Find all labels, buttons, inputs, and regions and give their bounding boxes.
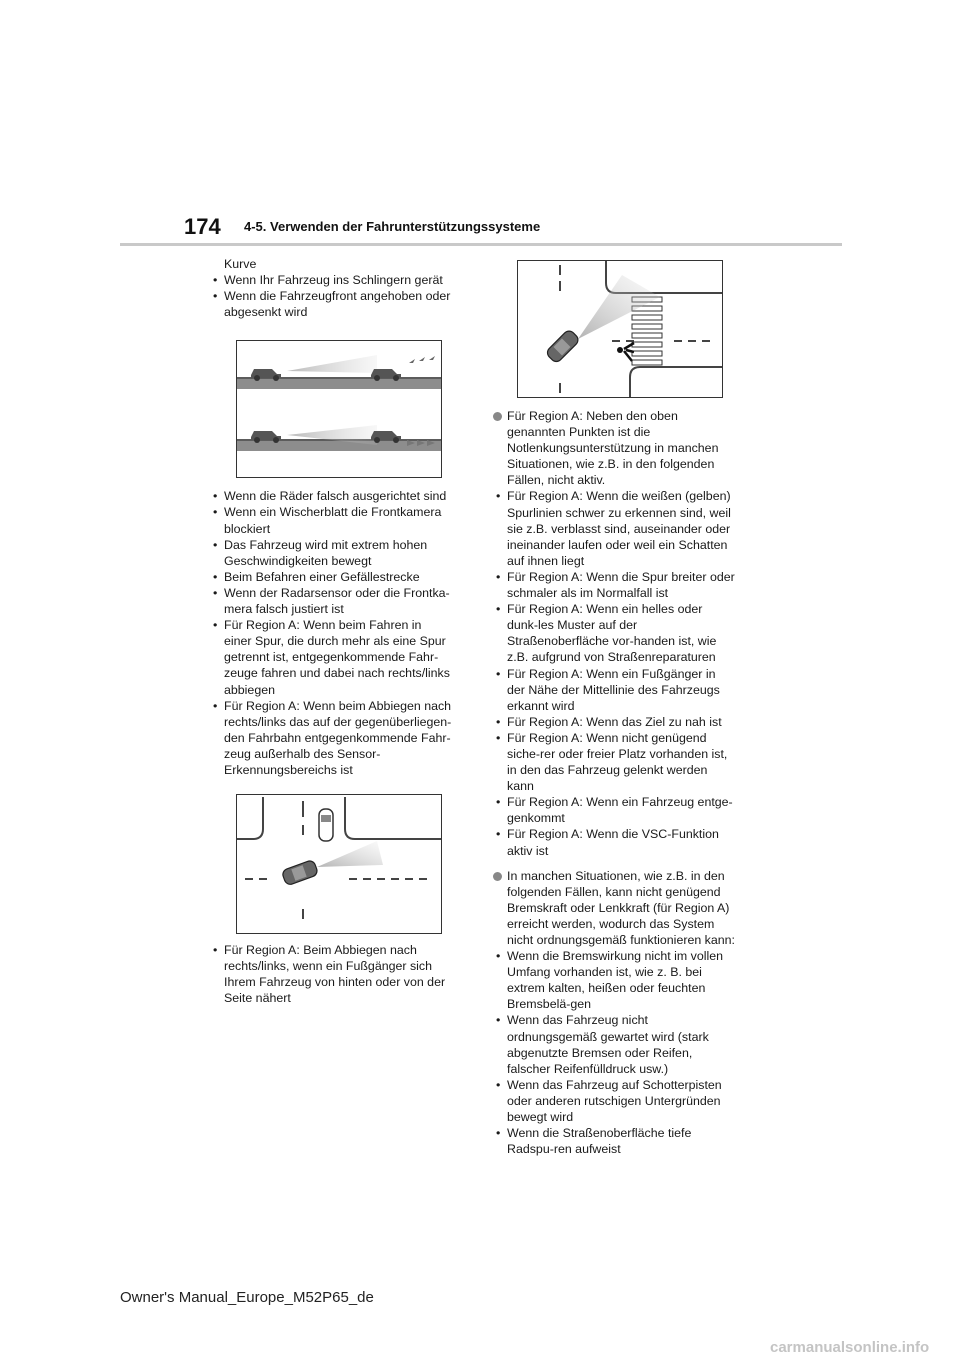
list-item: • Für Region A: Wenn beim Fahren in einer Spur, die durch mehr als eine Spur getrennt ist, entgegenkommende Fahr-zeuge fahren und dabei nach rechts/links abbiegen bbox=[210, 617, 452, 697]
list-item: • Wenn das Fahrzeug auf Schotterpisten oder anderen rutschigen Untergründen bewegt wird bbox=[493, 1077, 735, 1125]
list-item: • Für Region A: Wenn die weißen (gelben) Spurlinien schwer zu erkennen sind, weil sie z.B. verblasst sind, auseinander oder ineinander laufen oder weil ein Schatten auf ihnen liegt bbox=[493, 488, 735, 568]
list-item: • Wenn die Straßenoberfläche tiefe Radspu-ren aufweist bbox=[493, 1125, 735, 1157]
list-item: • Für Region A: Wenn nicht genügend siche-rer oder freier Platz vorhanden ist, in den das Fahrzeug gelenkt werden kann bbox=[493, 730, 735, 794]
grey-circle-bullet-icon bbox=[493, 872, 502, 881]
grey-circle-bullet-icon bbox=[493, 412, 502, 421]
header-rule bbox=[120, 243, 842, 246]
vehicles-on-uneven-road-illustration bbox=[236, 340, 442, 478]
list-item: • Für Region A: Wenn die VSC-Funktion aktiv ist bbox=[493, 826, 735, 858]
list-item: • Wenn die Fahrzeugfront angehoben oder abgesenkt wird bbox=[210, 288, 452, 320]
list-item: • Für Region A: Wenn ein Fahrzeug entge-genkommt bbox=[493, 794, 735, 826]
pedestrian-crossing-illustration bbox=[517, 260, 723, 398]
notice-item: In manchen Situationen, wie z.B. in den folgenden Fällen, kann nicht genügend Bremskraft oder Lenkkraft (für Region A) erreicht werden, wodurch das System nicht ordnungsgemäß funktionieren kann: bbox=[493, 868, 735, 948]
section-title: 4-5. Verwenden der Fahrunterstützungssysteme bbox=[244, 219, 541, 234]
list-item: • Wenn Ihr Fahrzeug ins Schlingern gerät bbox=[210, 272, 452, 288]
svg-text:carmanualsonline.info: carmanualsonline.info bbox=[770, 1339, 930, 1356]
list-item: • Für Region A: Beim Abbiegen nach rechts/links, wenn ein Fußgänger sich Ihrem Fahrzeug von hinten oder von der Seite nähert bbox=[210, 942, 452, 1006]
list-item: • Das Fahrzeug wird mit extrem hohen Geschwindigkeiten bewegt bbox=[210, 537, 452, 569]
page-header bbox=[0, 0, 960, 250]
list-item: • Für Region A: Wenn ein helles oder dunk-les Muster auf der Straßenoberfläche vor-handen ist, wie z.B. aufgrund von Straßenreparaturen bbox=[493, 601, 735, 665]
page-number: 174 bbox=[184, 214, 221, 239]
right-column bbox=[493, 256, 735, 1157]
manual-id-footer: Owner's Manual_Europe_M52P65_de bbox=[120, 1289, 374, 1306]
list-item: • Wenn die Bremswirkung nicht im vollen Umfang vorhanden ist, wie z. B. bei extrem kalten, heißen oder feuchten Bremsbelä-gen bbox=[493, 948, 735, 1012]
list-item: • Wenn ein Wischerblatt die Frontkamera blockiert bbox=[210, 504, 452, 536]
continuation-text: Kurve bbox=[224, 257, 257, 271]
list-item: • Beim Befahren einer Gefällestrecke bbox=[210, 569, 452, 585]
list-item: • Für Region A: Wenn das Ziel zu nah ist bbox=[493, 714, 735, 730]
list-item: • Für Region A: Wenn die Spur breiter oder schmaler als im Normalfall ist bbox=[493, 569, 735, 601]
intersection-left-turn-illustration bbox=[236, 794, 442, 934]
list-item: • Wenn der Radarsensor oder die Frontka-mera falsch justiert ist bbox=[210, 585, 452, 617]
left-column bbox=[210, 256, 452, 1006]
list-item: • Für Region A: Wenn ein Fußgänger in der Nähe der Mittellinie des Fahrzeugs erkannt wird bbox=[493, 666, 735, 714]
list-item: • Wenn die Räder falsch ausgerichtet sind bbox=[210, 488, 452, 504]
list-item: • Für Region A: Wenn beim Abbiegen nach rechts/links das auf der gegenüberliegen-den Fahrbahn entgegenkommende Fahr-zeug außerhalb des Sensor-Erkennungsbereichs ist bbox=[210, 698, 452, 778]
list-item: • Wenn das Fahrzeug nicht ordnungsgemäß gewartet wird (stark abgenutzte Bremsen oder Reifen, falscher Reifenfülldruck usw.) bbox=[493, 1012, 735, 1076]
notice-item: Für Region A: Neben den oben genannten Punkten ist die Notlenkungsunterstützung in manchen Situationen, wie z.B. in den folgenden Fällen, nicht aktiv. bbox=[493, 408, 735, 488]
